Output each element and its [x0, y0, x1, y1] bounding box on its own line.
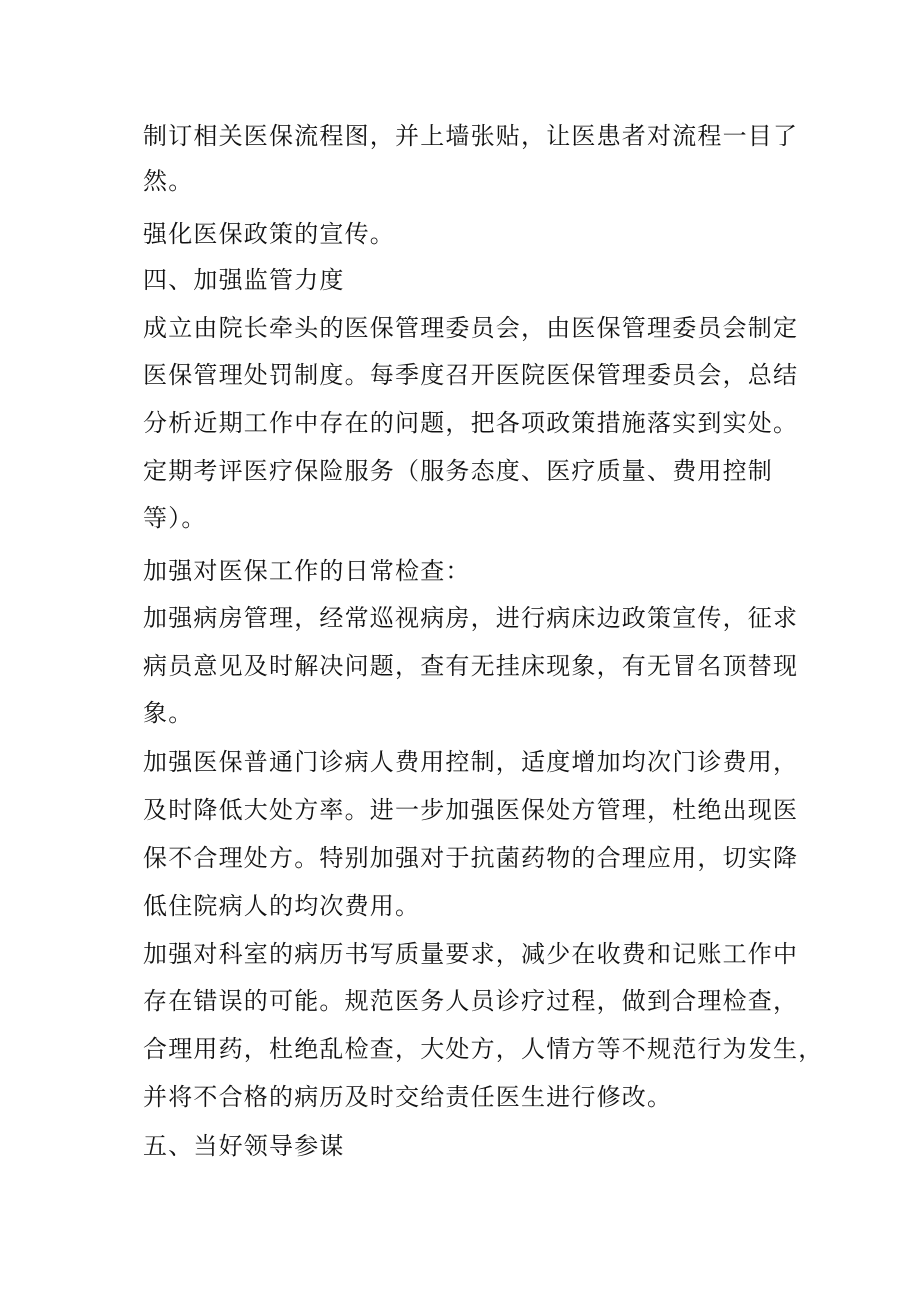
- text-line-14: 加强医保普通门诊病人费用控制，适度增加均次门诊费用，: [143, 748, 799, 776]
- text-line-12: 病员意见及时解决问题，查有无挂床现象，有无冒名顶替现: [143, 652, 799, 680]
- text-line-15: 及时降低大处方率。进一步加强医保处方管理，杜绝出现医: [143, 796, 799, 824]
- text-line-20: 合理用药，杜绝乱检查，大处方，人情方等不规范行为发生，: [143, 1035, 824, 1063]
- text-line-17: 低住院病人的均次费用。: [143, 892, 421, 920]
- text-line-3: 强化医保政策的宣传。: [143, 220, 395, 248]
- text-line-10: 加强对医保工作的日常检查：: [143, 557, 471, 585]
- section-heading-5: 五、当好领导参谋: [143, 1132, 345, 1160]
- text-line-6: 医保管理处罚制度。每季度召开医院医保管理委员会，总结: [143, 361, 799, 389]
- text-line-16: 保不合理处方。特别加强对于抗菌药物的合理应用，切实降: [143, 844, 799, 872]
- text-line-19: 存在错误的可能。规范医务人员诊疗过程，做到合理检查，: [143, 987, 799, 1015]
- text-line-7: 分析近期工作中存在的问题，把各项政策措施落实到实处。: [143, 409, 799, 437]
- text-line-21: 并将不合格的病历及时交给责任医生进行修改。: [143, 1083, 673, 1111]
- section-heading-4: 四、加强监管力度: [143, 266, 345, 294]
- text-line-11: 加强病房管理，经常巡视病房，进行病床边政策宣传，征求: [143, 604, 799, 632]
- text-line-18: 加强对科室的病历书写质量要求，减少在收费和记账工作中: [143, 940, 799, 968]
- text-line-9: 等）。: [143, 504, 207, 532]
- text-line-5: 成立由院长牵头的医保管理委员会，由医保管理委员会制定: [143, 314, 799, 342]
- text-line-1: 制订相关医保流程图，并上墙张贴，让医患者对流程一目了: [143, 122, 799, 150]
- text-line-2: 然。: [143, 167, 194, 195]
- text-line-8: 定期考评医疗保险服务（服务态度、医疗质量、费用控制: [143, 457, 773, 485]
- text-line-13: 象。: [143, 699, 194, 727]
